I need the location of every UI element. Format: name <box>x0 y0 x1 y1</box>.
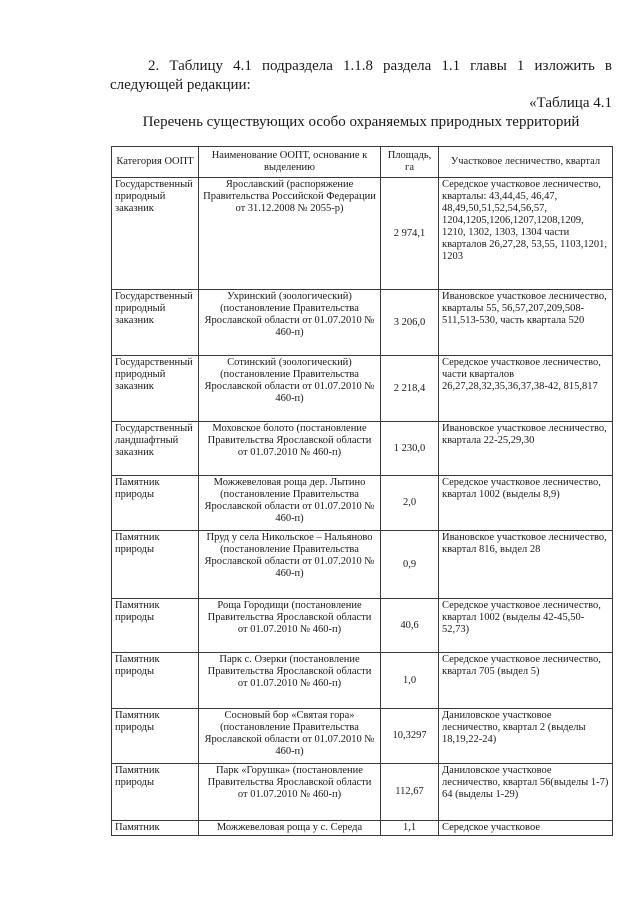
table-caption: «Таблица 4.1 <box>529 95 612 111</box>
cell-area: 2,0 <box>381 476 439 531</box>
cell-name: Пруд у села Никольское – Нальяново (постановление Правительства Ярославской области от 01.07.2010 № 460-п) <box>199 531 381 599</box>
cell-location: Середское участковое лесничество, квартал 705 (выдел 5) <box>439 653 613 709</box>
cell-location: Даниловское участковое лесничество, квартал 2 (выделы 18,19,22-24) <box>439 709 613 764</box>
intro-paragraph: 2. Таблицу 4.1 подраздела 1.1.8 раздела 1.1 главы 1 изложить в следующей редакции: <box>110 58 612 93</box>
table-row <box>112 653 613 709</box>
header-area: Площадь, га <box>381 147 439 178</box>
table-row <box>112 290 613 356</box>
cell-name: Можжевеловая роща дер. Лытино (постановление Правительства Ярославской области от 01.07.2010 № 460-п) <box>199 476 381 531</box>
cell-name: Моховское болото (постановление Правительства Ярославской области от 01.07.2010 № 460-п) <box>199 422 381 476</box>
cell-category: Памятник природы <box>112 709 199 764</box>
cell-location: Ивановское участковое лесничество, кварталы 55, 56,57,207,209,508-511,513-530, часть квартала 520 <box>439 290 613 356</box>
cell-area: 40,6 <box>381 599 439 653</box>
table-row <box>112 356 613 422</box>
cell-name: Сосновый бор «Святая гора» (постановление Правительства Ярославской области от 01.07.2010 № 460-п) <box>199 709 381 764</box>
table-row <box>112 422 613 476</box>
cell-location: Середское участковое лесничество, квартал 1002 (выделы 8,9) <box>439 476 613 531</box>
cell-category: Памятник природы <box>112 599 199 653</box>
cell-category: Государственный природный заказник <box>112 356 199 422</box>
table-header-row <box>112 147 613 178</box>
cell-name: Можжевеловая роща у с. Середа <box>199 821 381 836</box>
table-row <box>112 764 613 821</box>
table-row <box>112 531 613 599</box>
cell-location: Середское участковое <box>439 821 613 836</box>
cell-area: 1,1 <box>381 821 439 836</box>
header-category: Категория ООПТ <box>112 147 199 178</box>
cell-location: Середское участковое лесничество, квартал 1002 (выделы 42-45,50-52,73) <box>439 599 613 653</box>
protected-areas-table <box>111 146 613 836</box>
cell-category: Памятник <box>112 821 199 836</box>
cell-area: 1,0 <box>381 653 439 709</box>
cell-location: Ивановское участковое лесничество, квартала 22-25,29,30 <box>439 422 613 476</box>
table-row <box>112 709 613 764</box>
cell-location: Ивановское участковое лесничество, квартал 816, выдел 28 <box>439 531 613 599</box>
cell-category: Памятник природы <box>112 476 199 531</box>
cell-name: Сотинский (зоологический) (постановление Правительства Ярославской области от 01.07.2010 № 460-п) <box>199 356 381 422</box>
cell-category: Государственный ландшафтный заказник <box>112 422 199 476</box>
table-row <box>112 178 613 290</box>
cell-area: 0,9 <box>381 531 439 599</box>
cell-category: Памятник природы <box>112 653 199 709</box>
cell-area: 2 974,1 <box>381 178 439 290</box>
cell-name: Парк «Горушка» (постановление Правительства Ярославской области от 01.07.2010 № 460-п) <box>199 764 381 821</box>
cell-location: Середское участковое лесничество, части кварталов 26,27,28,32,35,36,37,38-42, 815,817 <box>439 356 613 422</box>
cell-location: Середское участковое лесничество, кварталы: 43,44,45, 46,47, 48,49,50,51,52,54,56,57, 1204,1205,1206,1207,1208,1209, 1210, 1302, 1303, 1304 части кварталов 26,27,28, 53,55, 1103,1201, 1203 <box>439 178 613 290</box>
cell-area: 1 230,0 <box>381 422 439 476</box>
cell-category: Государственный природный заказник <box>112 290 199 356</box>
table-row <box>112 599 613 653</box>
cell-category: Памятник природы <box>112 531 199 599</box>
cell-area: 10,3297 <box>381 709 439 764</box>
cell-name: Ярославский (распоряжение Правительства Российской Федерации от 31.12.2008 № 2055-р) <box>199 178 381 290</box>
cell-name: Ухринский (зоологический) (постановление Правительства Ярославской области от 01.07.2010 № 460-п) <box>199 290 381 356</box>
cell-name: Роща Городищи (постановление Правительства Ярославской области от 01.07.2010 № 460-п) <box>199 599 381 653</box>
header-location: Участковое лесничество, квартал <box>439 147 613 178</box>
header-name: Наименование ООПТ, основание к выделению <box>199 147 381 178</box>
cell-category: Памятник природы <box>112 764 199 821</box>
cell-name: Парк с. Озерки (постановление Правительства Ярославской области от 01.07.2010 № 460-п) <box>199 653 381 709</box>
cell-location: Даниловское участковое лесничество, квартал 56(выделы 1-7) 64 (выделы 1-29) <box>439 764 613 821</box>
document-title: Перечень существующих особо охраняемых природных территорий <box>142 114 580 130</box>
cell-area: 112,67 <box>381 764 439 821</box>
table-row <box>112 821 613 836</box>
cell-category: Государственный природный заказник <box>112 178 199 290</box>
table-row <box>112 476 613 531</box>
cell-area: 3 206,0 <box>381 290 439 356</box>
cell-area: 2 218,4 <box>381 356 439 422</box>
